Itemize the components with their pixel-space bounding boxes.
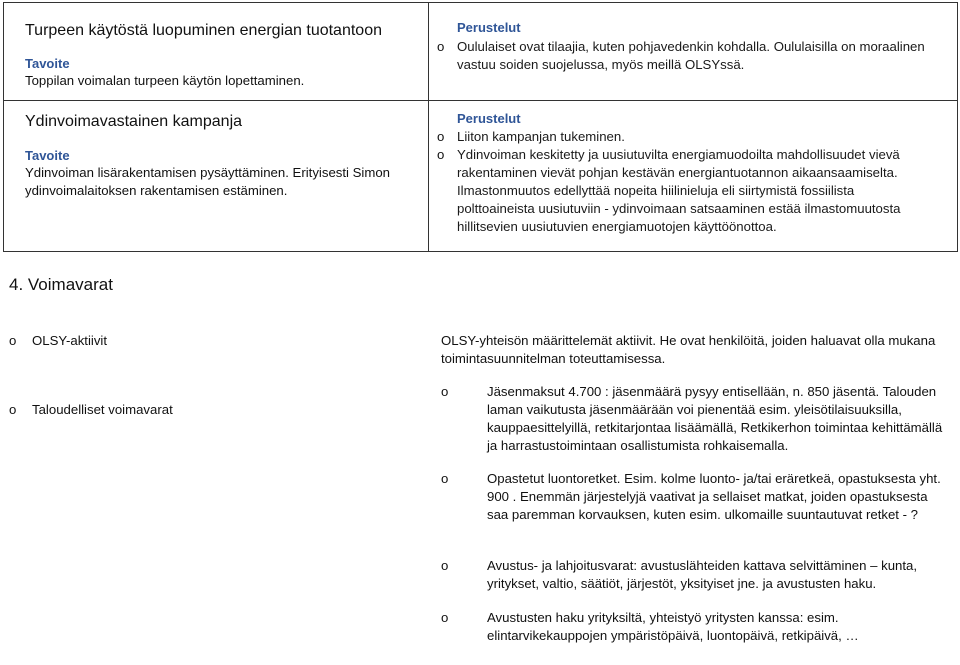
- resource-label-financial: Taloudelliset voimavarat: [32, 402, 173, 417]
- bullet-marker: o: [441, 558, 449, 573]
- financial-item: Opastetut luontoretket. Esim. kolme luonto- ja/tai eräretkeä, opastuksesta yht. 900 . Enemmän järjestelyjä vaativat ja sellaiset matkat, joiden opastuksesta saa paremman korvauksen, kuten esim. ulkomaille suuntautuvat retket - ?: [487, 471, 941, 522]
- bullet-marker: o: [441, 384, 449, 399]
- rationale-text: Oululaiset ovat tilaajia, kuten pohjavedenkin kohdalla. Oululaisilla on moraalinen vastuu soiden suojelussa, myös meillä OLSYssä.: [457, 39, 925, 72]
- financial-item: Avustusten haku yrityksiltä, yhteistyö yritysten kanssa: esim. elintarvikekauppojen ympäristöpäivä, luontopäivä, retkipäivä, …: [487, 610, 859, 643]
- goals-table: [3, 2, 958, 252]
- bullet-marker: o: [437, 39, 445, 54]
- bullet-marker: o: [9, 402, 17, 417]
- financial-item: Avustus- ja lahjoitusvarat: avustuslähteiden kattava selvittäminen – kunta, yritykset, valtio, säätiöt, järjestöt, yksityiset jne. ja avustusten haku.: [487, 558, 918, 591]
- financial-item: Jäsenmaksut 4.700 : jäsenmäärä pysyy entisellään, n. 850 jäsentä. Talouden laman vaikutusta jäsenmäärään voi pienentää esim. yleisötilaisuuksilla, kauppaesittelyillä, retkitarjontaa lisäämällä, Retkikerhon toimintaa kehittämällä ja harrastustoimintaan osallistumista rohkaisemalla.: [487, 384, 943, 453]
- goal-label: Tavoite: [25, 56, 70, 71]
- bullet-marker: o: [9, 333, 17, 348]
- section-heading: 4. Voimavarat: [9, 275, 113, 294]
- goal-title: Ydinvoimavastainen kampanja: [25, 113, 243, 130]
- goal-label: Tavoite: [25, 148, 70, 163]
- goal-text: Toppilan voimalan turpeen käytön lopettaminen.: [25, 73, 305, 88]
- goal-title: Turpeen käytöstä luopuminen energian tuotantoon: [25, 22, 382, 39]
- rationale-cell-peat: [429, 3, 958, 101]
- bullet-marker: o: [441, 471, 449, 486]
- resource-text-olsy: OLSY-yhteisön määrittelemät aktiivit. He ovat henkilöitä, joiden haluavat olla mukana toimintasuunnitelman toteuttamisessa.: [441, 333, 936, 366]
- rationale-label: Perustelut: [457, 111, 521, 126]
- goal-text: Ydinvoiman lisärakentamisen pysäyttäminen. Erityisesti Simon ydinvoimalaitoksen rakentamisen estäminen.: [25, 165, 391, 198]
- bullet-marker: o: [437, 147, 445, 162]
- bullet-marker: o: [437, 129, 445, 144]
- rationale-text: Liiton kampanjan tukeminen.: [457, 129, 625, 144]
- bullet-marker: o: [441, 610, 449, 625]
- rationale-text: Ydinvoiman keskitetty ja uusiutuvilta energiamuodoilta mahdollisuudet vievä rakentaminen vievät pohjan kestävän energiantuotannon aikaansaamiselta. Ilmastonmuutos edellyttää nopeita hiilinieluja eli siirtymistä fossiilista polttoaineista uusiutuviin - ydinvoimaan satsaaminen estää ilmastomuutosta hillitsevien uusiutuvien energiamuotojen käyttöönottoa.: [457, 147, 901, 234]
- goal-cell-peat: [4, 3, 429, 101]
- goal-cell-nuclear: [4, 101, 429, 252]
- rationale-label: Perustelut: [457, 20, 521, 35]
- rationale-cell-nuclear: [429, 101, 958, 252]
- resource-label-olsy: OLSY-aktiivit: [32, 333, 108, 348]
